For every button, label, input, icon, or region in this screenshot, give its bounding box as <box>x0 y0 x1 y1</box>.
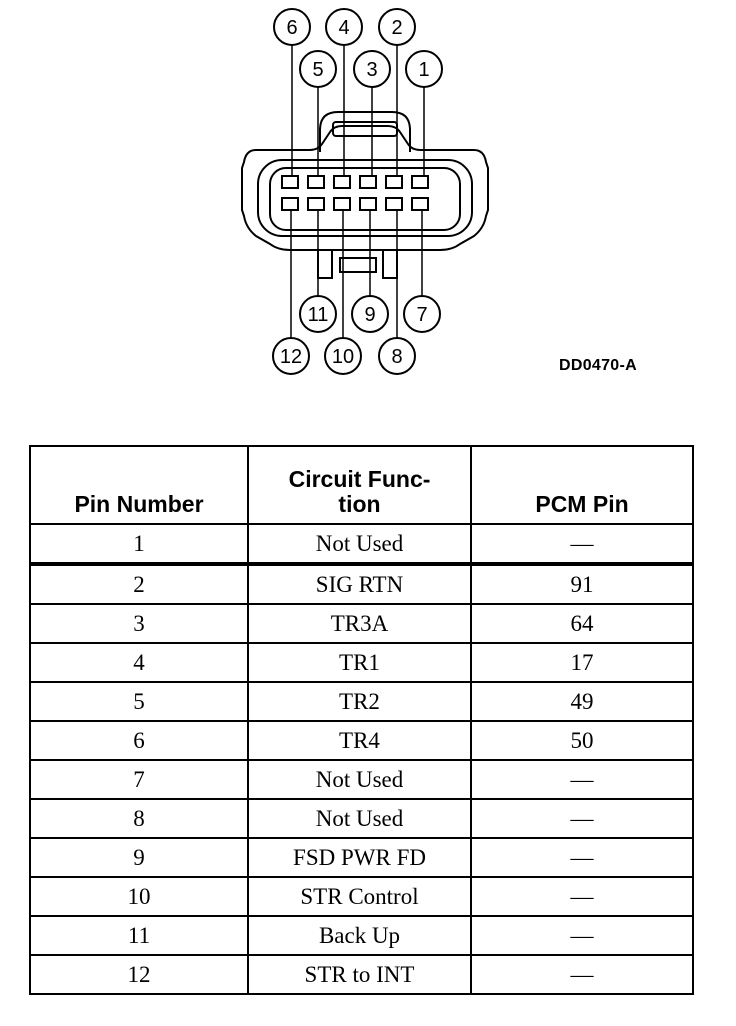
pin-number: 3 <box>30 604 248 643</box>
circuit-function: FSD PWR FD <box>248 838 471 877</box>
pin-cavity <box>334 176 350 188</box>
circuit-function: Not Used <box>248 799 471 838</box>
circuit-function: Not Used <box>248 524 471 564</box>
bottom-latch-left <box>318 250 332 278</box>
callout-number: 8 <box>391 346 403 368</box>
pcm-pin: 64 <box>471 604 693 643</box>
table-row <box>30 682 693 721</box>
table-row <box>30 760 693 799</box>
table-row <box>30 877 693 916</box>
callout-number: 7 <box>416 304 428 326</box>
pin-callout <box>354 51 390 87</box>
pin-callout <box>406 51 442 87</box>
circuit-function: STR to INT <box>248 955 471 994</box>
connector-diagram <box>0 0 736 400</box>
locking-tab-inner <box>333 122 397 136</box>
circuit-function: TR1 <box>248 643 471 682</box>
pin-number: 7 <box>30 760 248 799</box>
pin-cavity <box>308 176 324 188</box>
pin-callout <box>300 296 336 332</box>
table-row <box>30 916 693 955</box>
pin-cavity <box>412 176 428 188</box>
pin-cavity <box>386 176 402 188</box>
pin-cavity <box>308 198 324 210</box>
callout-number: 12 <box>279 346 303 368</box>
table-row <box>30 564 693 604</box>
callout-number: 3 <box>366 59 378 81</box>
circuit-function: TR3A <box>248 604 471 643</box>
circuit-function: TR4 <box>248 721 471 760</box>
pin-number: 8 <box>30 799 248 838</box>
table-row <box>30 643 693 682</box>
pin-number: 6 <box>30 721 248 760</box>
pin-callout <box>379 338 415 374</box>
pcm-pin: 50 <box>471 721 693 760</box>
header-pin-number: Pin Number <box>30 446 248 524</box>
callout-number: 4 <box>338 17 350 39</box>
header-pcm-pin: PCM Pin <box>471 446 693 524</box>
pcm-pin: — <box>471 955 693 994</box>
callout-number: 9 <box>364 304 376 326</box>
table-row <box>30 799 693 838</box>
bottom-latch-right <box>383 250 397 278</box>
callout-number: 11 <box>307 304 329 326</box>
table-row <box>30 604 693 643</box>
table-row <box>30 721 693 760</box>
callout-number: 2 <box>391 17 403 39</box>
pin-cavity <box>386 198 402 210</box>
callout-number: 5 <box>312 59 324 81</box>
pin-callout <box>300 51 336 87</box>
pin-number: 10 <box>30 877 248 916</box>
pin-callout <box>273 338 309 374</box>
pcm-pin: — <box>471 838 693 877</box>
pcm-pin: — <box>471 799 693 838</box>
pin-number: 9 <box>30 838 248 877</box>
pin-cavity <box>282 198 298 210</box>
table-row <box>30 955 693 994</box>
pcm-pin: 49 <box>471 682 693 721</box>
figure-code: DD0470-A <box>559 357 637 374</box>
pin-cavity <box>334 198 350 210</box>
pin-number: 11 <box>30 916 248 955</box>
pcm-pin: 91 <box>471 564 693 604</box>
header-row <box>30 446 693 524</box>
callout-number: 1 <box>418 59 430 81</box>
callout-number: 10 <box>331 346 355 368</box>
pin-callout <box>352 296 388 332</box>
pcm-pin: 17 <box>471 643 693 682</box>
pcm-pin: — <box>471 524 693 564</box>
table-row <box>30 524 693 564</box>
pin-callout <box>404 296 440 332</box>
pin-number: 2 <box>30 564 248 604</box>
circuit-function: SIG RTN <box>248 564 471 604</box>
pcm-pin: — <box>471 877 693 916</box>
pin-cavity <box>360 176 376 188</box>
pin-cavity <box>282 176 298 188</box>
pin-callout <box>326 9 362 45</box>
pcm-pin: — <box>471 916 693 955</box>
circuit-function: TR2 <box>248 682 471 721</box>
callout-number: 6 <box>286 17 298 39</box>
pin-callout <box>274 9 310 45</box>
pin-cavity <box>412 198 428 210</box>
pin-callout <box>325 338 361 374</box>
table-row <box>30 838 693 877</box>
header-circuit-function: Circuit Func- tion <box>248 446 471 524</box>
pin-number: 1 <box>30 524 248 564</box>
pin-table <box>29 445 694 995</box>
pin-number: 4 <box>30 643 248 682</box>
pin-number: 12 <box>30 955 248 994</box>
circuit-function: Not Used <box>248 760 471 799</box>
pin-number: 5 <box>30 682 248 721</box>
pin-callout <box>379 9 415 45</box>
circuit-function: STR Control <box>248 877 471 916</box>
circuit-function: Back Up <box>248 916 471 955</box>
pin-cavity <box>360 198 376 210</box>
pcm-pin: — <box>471 760 693 799</box>
